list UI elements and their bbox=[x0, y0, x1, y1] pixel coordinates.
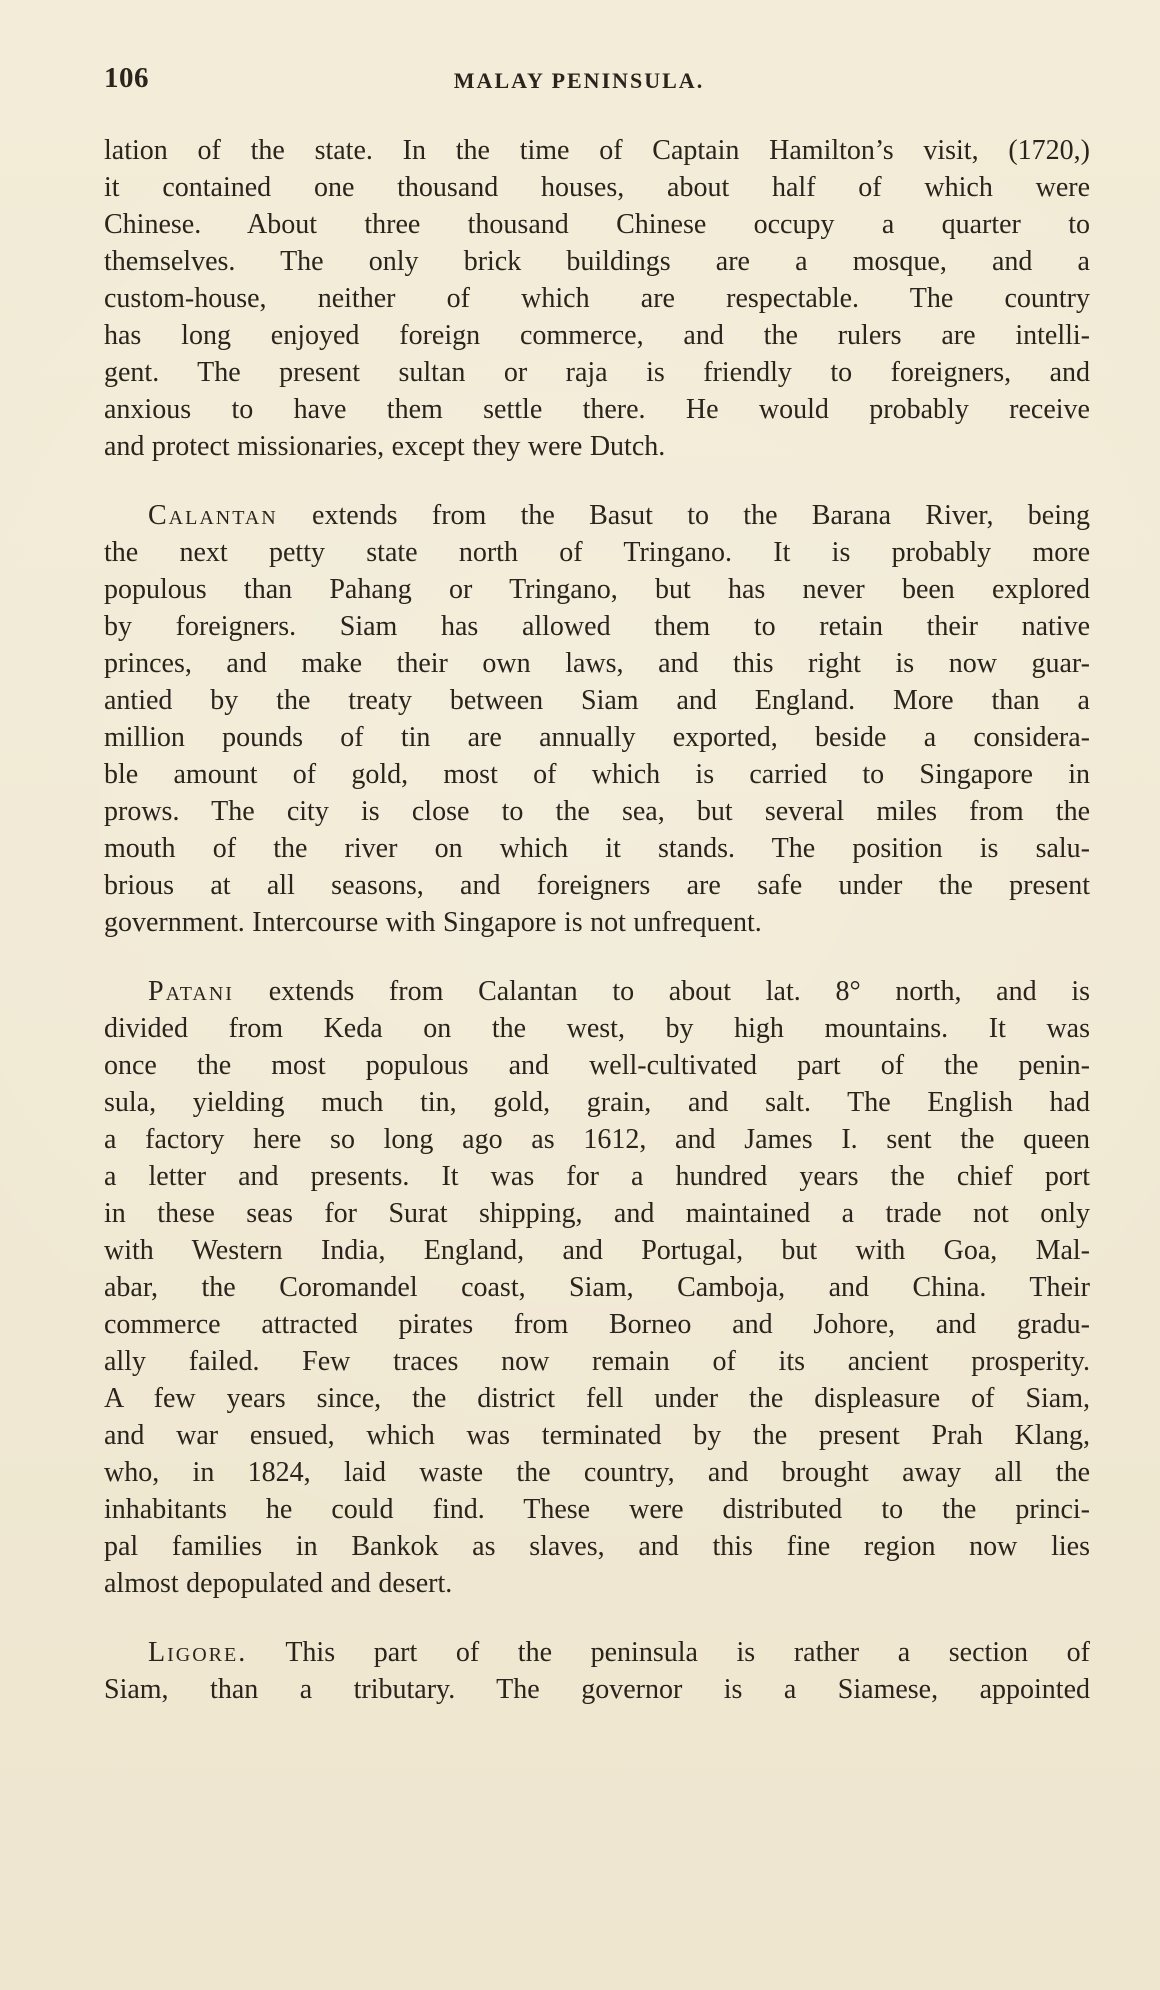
text-line: once the most populous and well-cultivated part of the penin- bbox=[104, 1050, 1090, 1081]
text-line: lation of the state. In the time of Captain Hamilton’s visit, (1720,) bbox=[104, 135, 1090, 166]
text-line: custom-house, neither of which are respectable. The country bbox=[104, 283, 1090, 314]
text-fragment: extends from Calantan to about lat. 8° north, and is bbox=[268, 976, 1090, 1007]
paragraph-ligore bbox=[104, 1634, 1090, 1708]
text-line: commerce attracted pirates from Borneo and Johore, and gradu- bbox=[104, 1309, 1090, 1340]
running-head: MALAY PENINSULA. bbox=[453, 68, 705, 93]
text-line: and protect missionaries, except they were Dutch. bbox=[104, 431, 666, 462]
page-number: 106 bbox=[104, 62, 149, 94]
text-line: divided from Keda on the west, by high mountains. It was bbox=[104, 1013, 1090, 1044]
text-line: in these seas for Surat shipping, and maintained a trade not only bbox=[104, 1198, 1090, 1229]
text-line: has long enjoyed foreign commerce, and the rulers are intelli- bbox=[104, 320, 1090, 351]
text-line: antied by the treaty between Siam and England. More than a bbox=[104, 685, 1090, 716]
text-line: Siam, than a tributary. The governor is a Siamese, appointed bbox=[104, 1674, 1090, 1705]
text-line: prows. The city is close to the sea, but several miles from the bbox=[104, 796, 1090, 827]
text-line: government. Intercourse with Singapore is not unfrequent. bbox=[104, 907, 762, 938]
text-line: gent. The present sultan or raja is friendly to foreigners, and bbox=[104, 357, 1090, 388]
text-line: brious at all seasons, and foreigners are safe under the present bbox=[104, 870, 1090, 901]
text-line: sula, yielding much tin, gold, grain, and salt. The English had bbox=[104, 1087, 1090, 1118]
text-line: ble amount of gold, most of which is carried to Singapore in bbox=[104, 759, 1090, 790]
text-line: a letter and presents. It was for a hundred years the chief port bbox=[104, 1161, 1090, 1192]
text-line: by foreigners. Siam has allowed them to retain their native bbox=[104, 611, 1090, 642]
text-line: a factory here so long ago as 1612, and James I. sent the queen bbox=[104, 1124, 1090, 1155]
section-lead-ligore: Ligore. bbox=[148, 1637, 248, 1668]
text-line: A few years since, the district fell under the displeasure of Siam, bbox=[104, 1383, 1090, 1414]
text-line: it contained one thousand houses, about half of which were bbox=[104, 172, 1090, 203]
text-line: mouth of the river on which it stands. The position is salu- bbox=[104, 833, 1090, 864]
text-line: almost depopulated and desert. bbox=[104, 1568, 453, 1599]
text-line: with Western India, England, and Portugal, but with Goa, Mal- bbox=[104, 1235, 1090, 1266]
text-line bbox=[104, 973, 1090, 1010]
page-header bbox=[104, 62, 1054, 102]
text-line: princes, and make their own laws, and this right is now guar- bbox=[104, 648, 1090, 679]
text-line: who, in 1824, laid waste the country, and brought away all the bbox=[104, 1457, 1090, 1488]
paragraph-patani bbox=[104, 973, 1090, 1602]
section-lead-patani: Patani bbox=[148, 976, 234, 1007]
text-line: abar, the Coromandel coast, Siam, Camboja, and China. Their bbox=[104, 1272, 1090, 1303]
text-line: ally failed. Few traces now remain of its ancient prosperity. bbox=[104, 1346, 1090, 1377]
text-line: populous than Pahang or Tringano, but has never been explored bbox=[104, 574, 1090, 605]
text-line: Chinese. About three thousand Chinese occupy a quarter to bbox=[104, 209, 1090, 240]
paragraph-calantan bbox=[104, 497, 1090, 941]
text-line bbox=[104, 497, 1090, 534]
text-line: and war ensued, which was terminated by the present Prah Klang, bbox=[104, 1420, 1090, 1451]
section-lead-calantan: Calantan bbox=[148, 500, 278, 531]
text-line: themselves. The only brick buildings are a mosque, and a bbox=[104, 246, 1090, 277]
paragraph-tringano-continuation bbox=[104, 132, 1090, 465]
page-content bbox=[104, 132, 1090, 1740]
text-line: anxious to have them settle there. He would probably receive bbox=[104, 394, 1090, 425]
text-line: inhabitants he could find. These were distributed to the princi- bbox=[104, 1494, 1090, 1525]
text-line bbox=[104, 1634, 1090, 1671]
text-line: pal families in Bankok as slaves, and this fine region now lies bbox=[104, 1531, 1090, 1562]
text-line: the next petty state north of Tringano. It is probably more bbox=[104, 537, 1090, 568]
text-line: million pounds of tin are annually exported, beside a considera- bbox=[104, 722, 1090, 753]
text-fragment: extends from the Basut to the Barana River, being bbox=[312, 500, 1090, 531]
text-fragment: This part of the peninsula is rather a section of bbox=[285, 1637, 1090, 1668]
